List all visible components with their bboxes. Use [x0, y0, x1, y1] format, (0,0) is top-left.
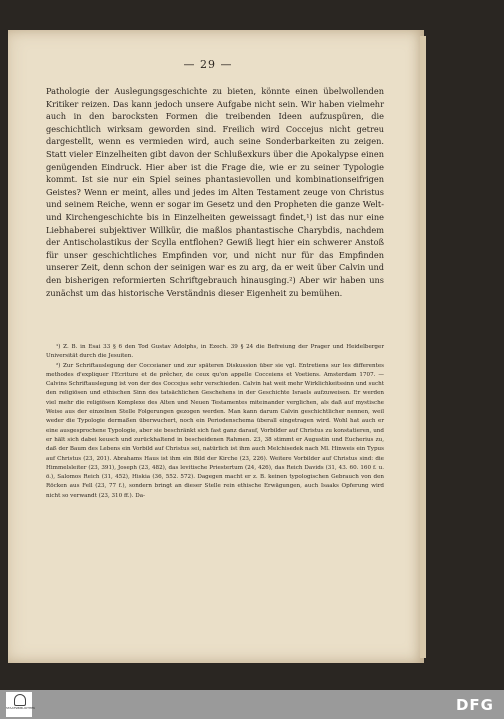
main-text: [46, 85, 384, 299]
library-logo-text: STAATSBIBLIOTHEK: [6, 706, 36, 710]
dfg-logo: DFG: [455, 696, 494, 714]
page-edge: [420, 36, 426, 658]
library-logo-icon: [14, 694, 26, 706]
footnote-2: ²) Zur Schriftauslegung der Cocceianer und zur späteren Diskussion über sie vgl. Entretiens sur les differentes methodes d'expliquer l'Ecriture et de prêcher, de ceux qu'on appelle Cocceiens et Voetiens. Amsterdam 1707. — Calvins Schriftauslegung ist von der des Coccejus sehr verschieden. Calvin hat weit mehr Wirklichkeitssinn und sucht den religiösen und ethischen Sinn des tatsächlichen Geschehens in der Geschichte Israels aufzuweisen. Er werden viel mehr die religiösen Komplexe des Alten und Neuen Testamentes miteinander verglichen, als daß auf mystische Weise aus der einzelnen Stelle Folgerungen gezogen werden. Man kann darum Calvin geschichtlicher nennen, weil weder die Typologie dermaßen überwuchert, noch ein Periodenschema überall eingetragen wird. Wohl hat auch er eine ausgesprochene Typologie, aber sie beschränkt sich fast ganz darauf, Vorbilder auf Christus zu konstatieren, und er hält sich dabei keusch und zurückhaltend in bescheidenen Rahmen. 23, 38 stimmt er Augustin und Eucherius zu, daß der Baum des Lebens ein Vorbild auf Christus sei, natürlich ist ihm auch Melchisedek nach Ml. Hinweis ein Typus auf Christus (23, 201). Abrahams Haus ist ihm ein Bild der Kirche (23, 226). Weitere Vorbilder auf Christus sind: die Himmelsleiter (23, 391), Joseph (23, 482), das levitische Priestertum (24, 426), das Reich Davids (31, 43. 60. 160 f. u. ö.), Salomos Reich (31, 452), Hiskia (36, 552. 572). Dagegen macht er z. B. keinen typologischen Gebrauch von den Röcken aus Fell (23, 77 f.), sondern bringt an dieser Stelle rein ethische Erwägungen, auch Isaaks Opferung wird nicht so verwandt (23, 310 ff.). Da-: [46, 362, 384, 499]
page-number: — 29 —: [183, 58, 233, 71]
footnotes: [46, 343, 384, 501]
library-logo: [6, 692, 36, 717]
viewer-footer-bar: [0, 690, 504, 719]
footnote-1: ¹) Z. B. in Esai 33 § 6 den Tod Gustav Adolphs, in Ezech. 39 § 24 die Befreiung der Prager und Heidelberger Universität durch die Jesuiten.: [46, 344, 384, 360]
body-paragraph: Pathologie der Auslegungsgeschichte zu bieten, könnte einen übelwollenden Kritiker reizen. Das kann jedoch unsere Aufgabe nicht sein. Wir haben vielmehr auch in den barocksten Formen die treibenden Ideen aufzuspüren, die geschichtlich wirksam geworden sind. Freilich wird Coccejus nicht getreu dargestellt, wenn es vermieden wird, auch seine Sonderbarkeiten zu zeigen. Statt vieler Einzelheiten gibt davon der Schlußexkurs über die Apokalypse einen genügenden Eindruck. Hier aber ist die Frage die, wie er zu seiner Typologie kommt. Ist sie nur ein Spiel seines phantasievollen und kombinationseifrigen Geistes? Wenn er meint, alles und jedes im Alten Testament zeuge von Christus und seinem Reiche, wenn er sogar im Gesetz und den Propheten die ganze Welt- und Kirchengeschichte bis in Einzelheiten geweissagt findet,¹) ist das nur eine Liebhaberei subjektiver Willkür, die maßlos phantastische Charybdis, nachdem der Antischolastikus der Scylla entflohen? Gewiß liegt hier ein schwerer Anstoß für unser geschichtliches Empfinden vor, und nicht nur für das Empfinden unserer Zeit, denn schon der seinigen war es zu arg, da er weit über Calvin und den bisherigen reformierten Schriftgebrauch hinausging.²) Aber wir haben uns zunächst um das historische Verständnis dieser Eigenheit zu bemühen.: [46, 86, 384, 298]
